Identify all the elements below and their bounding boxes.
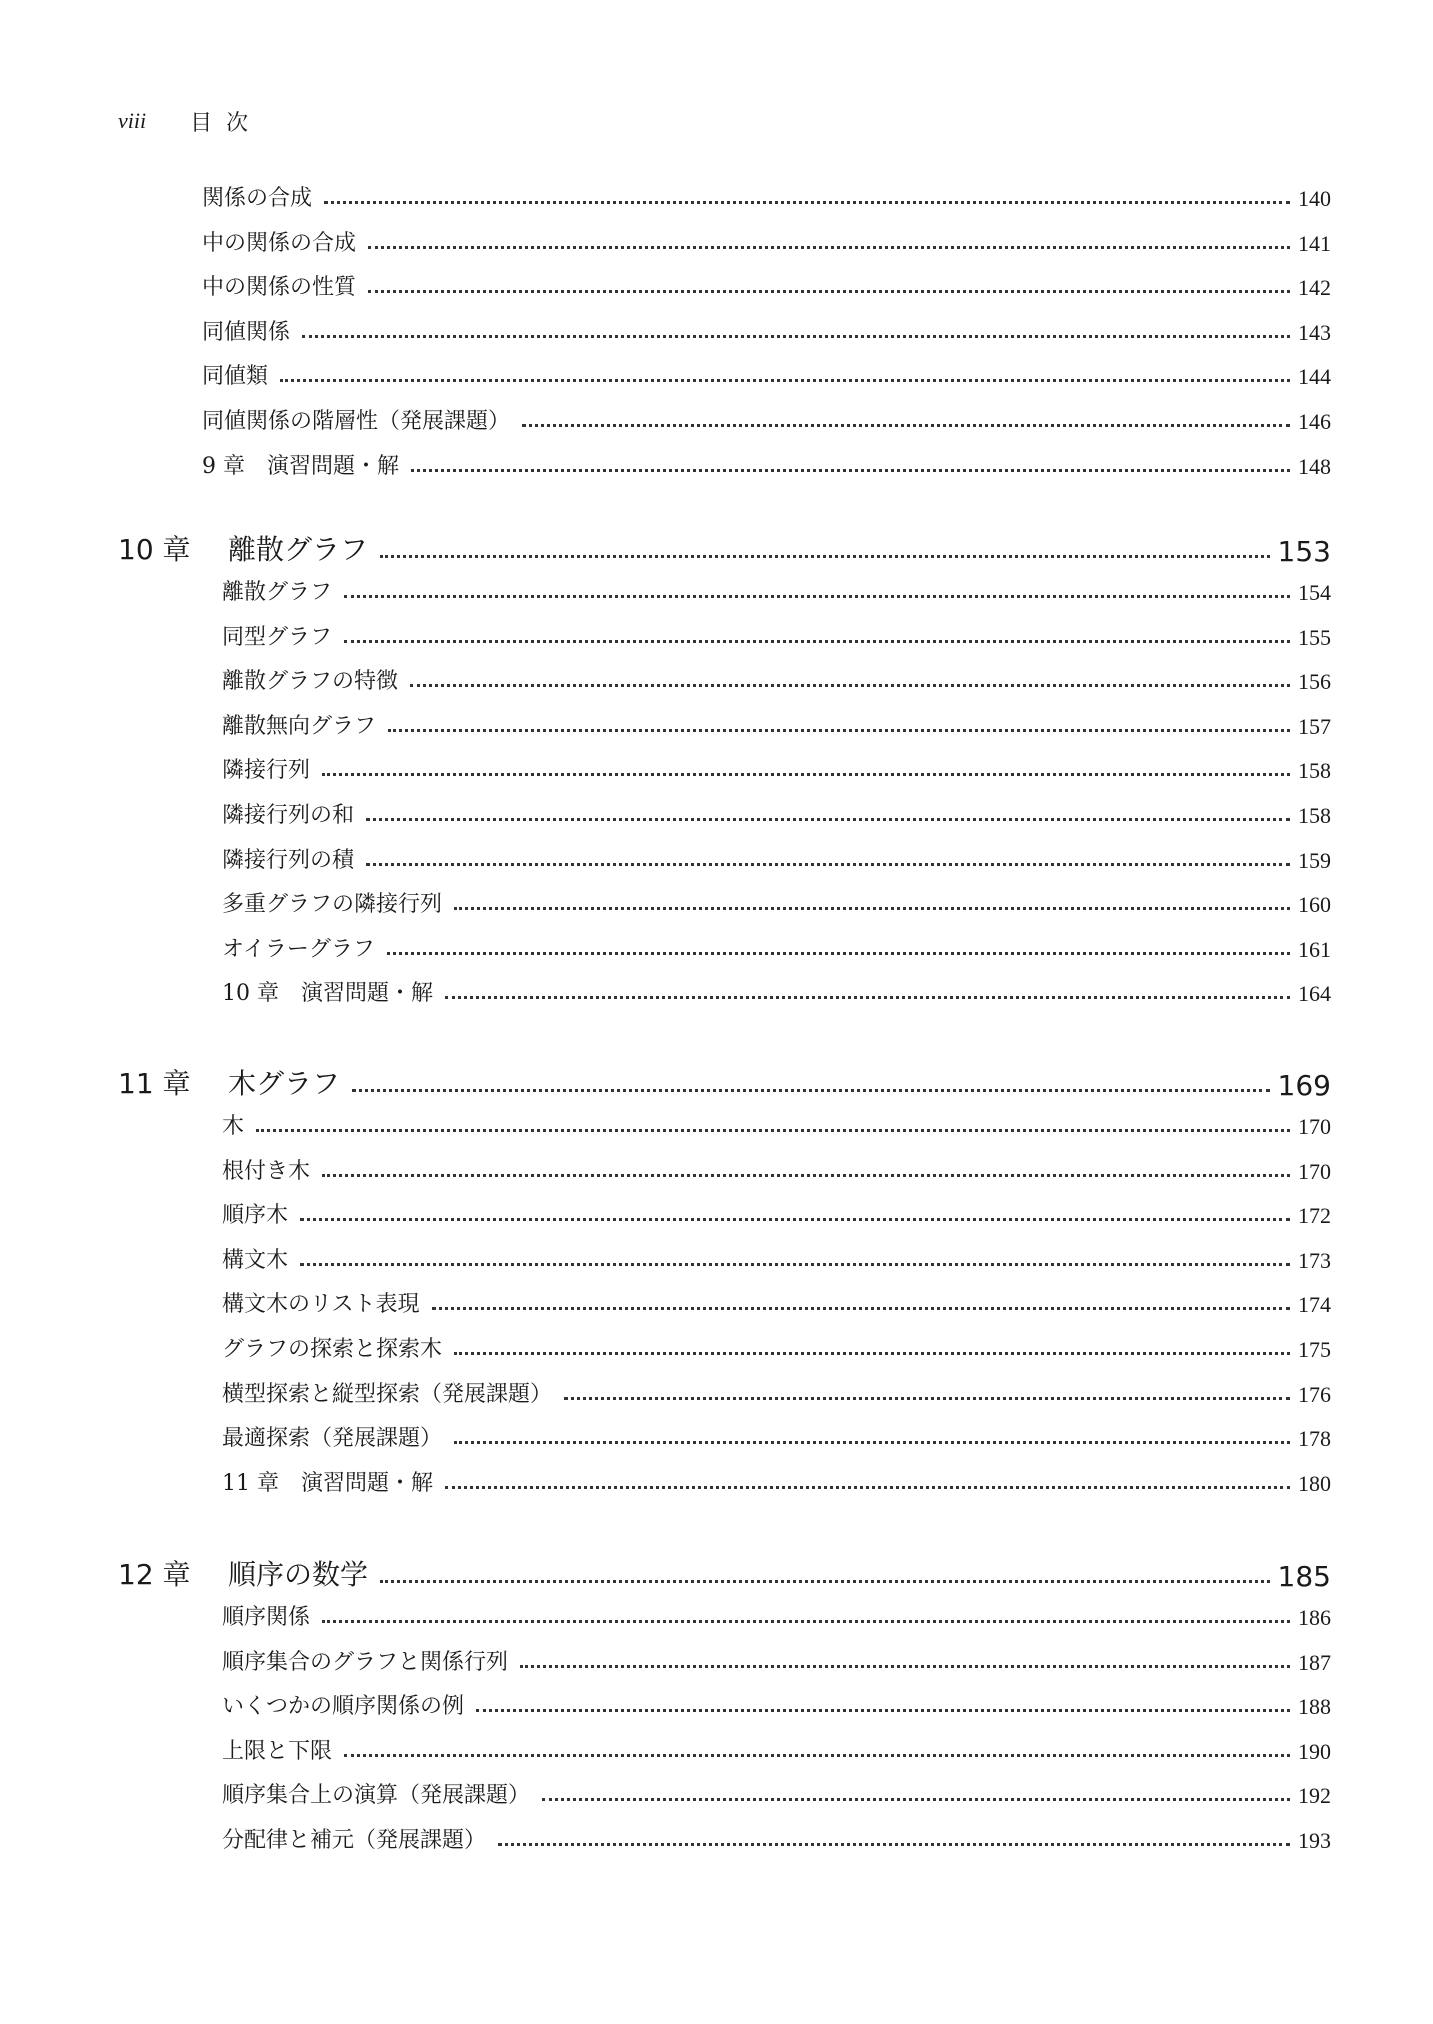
page-number: viii: [118, 108, 147, 133]
toc-entry-page: 176: [1298, 1381, 1331, 1407]
toc-entry[interactable]: [222, 1686, 1331, 1720]
dot-leader: [366, 863, 1290, 866]
toc-entry-page: 186: [1298, 1605, 1331, 1630]
toc-entry-title: 最適探索（発展課題）: [222, 1426, 443, 1452]
dot-leader: [344, 1754, 1290, 1757]
dot-leader: [322, 1174, 1290, 1177]
toc-entry[interactable]: [202, 446, 1331, 480]
dot-leader: [380, 555, 1270, 558]
chapter-number: 10 章: [118, 533, 191, 566]
toc-entry-page: 161: [1298, 936, 1331, 962]
toc-entry-page: 158: [1298, 758, 1331, 784]
toc-entry[interactable]: [222, 706, 1331, 740]
dot-leader: [368, 246, 1290, 249]
toc-entry-title: 順序木: [222, 1203, 289, 1229]
toc-entry-title: 構文木のリスト表現: [222, 1292, 420, 1318]
toc-entry-page: 190: [1298, 1738, 1331, 1764]
toc-entry-title: 順序集合上の演算（発展課題）: [222, 1783, 531, 1809]
toc-entry-page: 160: [1298, 892, 1331, 918]
toc-entry[interactable]: [222, 1106, 1331, 1140]
toc-entry-page: 174: [1298, 1292, 1331, 1318]
toc-entry[interactable]: [222, 1418, 1331, 1452]
toc-entry[interactable]: [222, 929, 1331, 963]
toc-entry-title: 上限と下限: [222, 1738, 333, 1764]
toc-entry-page: 158: [1298, 803, 1331, 828]
dot-leader: [432, 1307, 1290, 1310]
toc-entry-title: 離散グラフ: [222, 580, 333, 605]
toc-entry-page: 170: [1298, 1158, 1331, 1184]
toc-entry-title: 同値関係: [202, 319, 291, 345]
toc-entry-title: 関係の合成: [202, 186, 313, 211]
toc-entry[interactable]: [222, 617, 1331, 651]
chapter-title: 木グラフ: [228, 1067, 341, 1100]
toc-entry-page: 144: [1298, 364, 1331, 390]
dot-leader: [368, 290, 1290, 293]
chapter-label: [118, 528, 368, 568]
toc-entry-title: 隣接行列: [222, 758, 311, 784]
toc-entry-title: 構文木: [222, 1247, 289, 1273]
dot-leader: [522, 424, 1290, 427]
dot-leader: [324, 201, 1290, 204]
chapter-label: [118, 1062, 340, 1102]
toc-entry-title: 中の関係の合成: [202, 230, 357, 256]
toc-entry-title: 10 章 演習問題・解: [222, 981, 433, 1007]
toc-entry[interactable]: [222, 973, 1331, 1007]
toc-entry-title: 木: [222, 1114, 245, 1139]
toc-entry-title: オイラーグラフ: [222, 936, 375, 962]
dot-leader: [564, 1397, 1290, 1400]
dot-leader: [322, 1620, 1290, 1623]
dot-leader: [300, 1263, 1290, 1266]
dot-leader: [256, 1129, 1290, 1132]
toc-entry[interactable]: [202, 223, 1331, 257]
toc-entry-page: 156: [1298, 669, 1331, 695]
toc-entry-title: 順序関係: [222, 1605, 311, 1630]
toc-entry-page: 141: [1298, 230, 1331, 256]
toc-entry-page: 175: [1298, 1337, 1331, 1362]
chapter-number: 12 章: [118, 1558, 191, 1591]
toc-entry[interactable]: [202, 401, 1331, 435]
toc-entry[interactable]: [222, 1284, 1331, 1318]
dot-leader: [302, 335, 1290, 338]
toc-entry-page: 142: [1298, 275, 1331, 301]
dot-leader: [322, 773, 1290, 776]
toc-entry-title: 同値関係の階層性（発展課題）: [202, 409, 511, 434]
toc-entry[interactable]: [222, 1374, 1331, 1408]
dot-leader: [344, 640, 1290, 643]
chapter-page: 169: [1277, 1069, 1331, 1102]
toc-entry[interactable]: [222, 750, 1331, 784]
dot-leader: [387, 952, 1290, 955]
chapter-number: 11 章: [118, 1067, 191, 1100]
toc-entry-page: 157: [1298, 713, 1331, 739]
toc-entry[interactable]: [202, 267, 1331, 301]
toc-entry[interactable]: [222, 1775, 1331, 1809]
dot-leader: [380, 1580, 1270, 1583]
toc-entry-title: 順序集合のグラフと関係行列: [222, 1649, 509, 1675]
toc-entry[interactable]: [222, 884, 1331, 918]
toc-entry-page: 187: [1298, 1649, 1331, 1675]
toc-entry-page: 188: [1298, 1694, 1331, 1720]
dot-leader: [498, 1843, 1290, 1846]
dot-leader: [344, 595, 1290, 598]
dot-leader: [520, 1665, 1290, 1668]
toc-entry[interactable]: [202, 356, 1331, 390]
toc-entry[interactable]: [222, 1597, 1331, 1631]
dot-leader: [454, 1441, 1290, 1444]
toc-entry-title: 分配律と補元（発展課題）: [222, 1828, 487, 1853]
toc-entry-page: 146: [1298, 409, 1331, 434]
dot-leader: [445, 1486, 1290, 1489]
toc-entry-title: 同値類: [202, 364, 269, 390]
toc-entry-title: 隣接行列の積: [222, 847, 355, 873]
toc-entry[interactable]: [222, 1240, 1331, 1274]
dot-leader: [300, 1218, 1290, 1221]
toc-entry[interactable]: [222, 1731, 1331, 1765]
toc-entry[interactable]: [222, 661, 1331, 695]
toc-entry-title: 離散無向グラフ: [222, 713, 377, 739]
toc-entry-page: 178: [1298, 1426, 1331, 1452]
toc-entry-page: 173: [1298, 1247, 1331, 1273]
dot-leader: [411, 469, 1290, 472]
toc-entry[interactable]: [222, 1151, 1331, 1185]
dot-leader: [476, 1709, 1290, 1712]
dot-leader: [454, 1352, 1290, 1355]
dot-leader: [352, 1089, 1270, 1092]
toc-entry[interactable]: [222, 572, 1331, 606]
toc-entry-title: 隣接行列の和: [222, 803, 355, 828]
dot-leader: [388, 729, 1290, 732]
toc-entry[interactable]: [222, 1642, 1331, 1676]
dot-leader: [366, 818, 1290, 821]
page-title: 目次: [190, 110, 263, 136]
chapter-page: 185: [1277, 1560, 1331, 1593]
toc-entry[interactable]: [222, 1463, 1331, 1497]
chapter-title: 離散グラフ: [228, 533, 369, 566]
toc-entry[interactable]: [222, 795, 1331, 829]
toc-entry[interactable]: [222, 1820, 1331, 1854]
toc-entry-title: 9 章 演習問題・解: [202, 453, 399, 479]
toc-entry-page: 154: [1298, 580, 1331, 605]
toc-entry-page: 159: [1298, 847, 1331, 873]
dot-leader: [280, 379, 1290, 382]
chapter-heading[interactable]: [118, 1062, 1331, 1102]
chapter-heading[interactable]: [118, 528, 1331, 568]
toc-entry[interactable]: [202, 178, 1331, 212]
toc-entry-page: 155: [1298, 624, 1331, 650]
chapter-heading[interactable]: [118, 1553, 1331, 1593]
toc-entry-title: いくつかの順序関係の例: [222, 1694, 465, 1720]
toc-entry-title: 離散グラフの特徴: [222, 669, 399, 695]
chapter-page: 153: [1277, 535, 1331, 568]
toc-entry-page: 148: [1298, 453, 1331, 479]
toc-entry-page: 192: [1298, 1783, 1331, 1809]
toc-entry-title: 同型グラフ: [222, 624, 333, 650]
dot-leader: [410, 684, 1290, 687]
dot-leader: [445, 996, 1290, 999]
toc-entry-page: 164: [1298, 981, 1331, 1007]
dot-leader: [542, 1798, 1290, 1801]
toc-entry-page: 170: [1298, 1114, 1331, 1139]
toc-entry-page: 180: [1298, 1470, 1331, 1496]
dot-leader: [454, 907, 1290, 910]
toc-entry-title: グラフの探索と探索木: [222, 1337, 443, 1362]
toc-entry[interactable]: [222, 1329, 1331, 1363]
toc-entry-page: 172: [1298, 1203, 1331, 1229]
chapter-label: [118, 1553, 368, 1593]
toc-entry-page: 193: [1298, 1828, 1331, 1853]
toc-entry[interactable]: [222, 1195, 1331, 1229]
toc-entry-page: 140: [1298, 186, 1331, 211]
toc-entry-title: 11 章 演習問題・解: [222, 1470, 433, 1496]
toc-entry-title: 横型探索と縦型探索（発展課題）: [222, 1381, 553, 1407]
toc-entry-title: 多重グラフの隣接行列: [222, 892, 443, 918]
chapter-title: 順序の数学: [228, 1558, 369, 1591]
toc-entry[interactable]: [222, 840, 1331, 874]
toc-entry[interactable]: [202, 312, 1331, 346]
toc-entry-page: 143: [1298, 319, 1331, 345]
toc-entry-title: 中の関係の性質: [202, 275, 357, 301]
toc-entry-title: 根付き木: [222, 1158, 311, 1184]
